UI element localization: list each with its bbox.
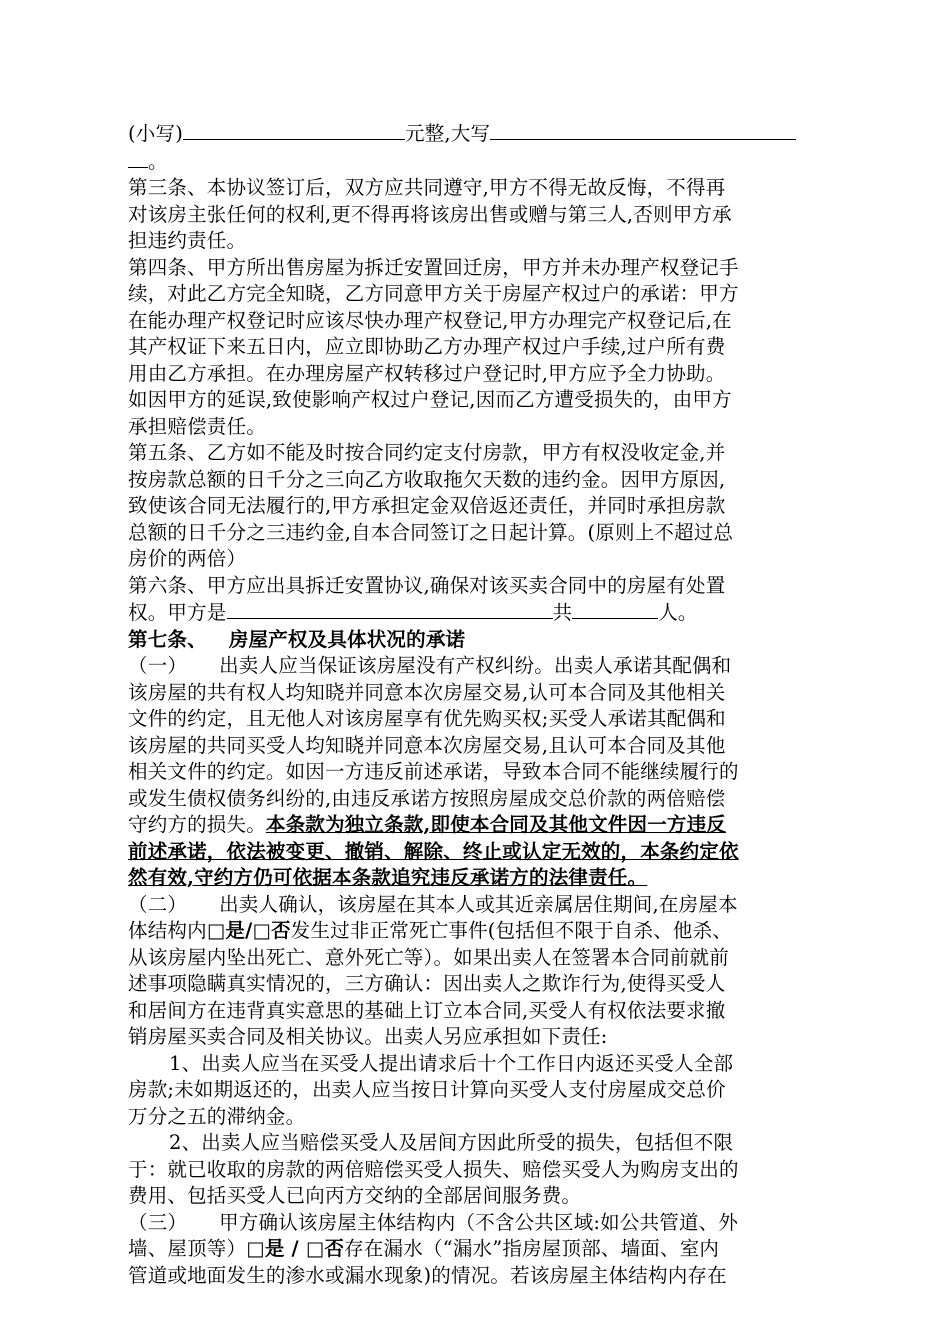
total-label: 共 <box>552 601 573 624</box>
price-line <box>128 120 828 148</box>
clause-1-line: 守约方的损失。本条款为独立条款,即使本合同及其他文件因一方违反 <box>128 813 726 836</box>
clause-3-line: 管道或地面发生的渗水或漏水现象)的情况。若该房屋主体结构内存在 <box>128 1263 727 1287</box>
article-5-line: 房价的两倍） <box>128 547 247 570</box>
article-3-line: 担违约责任。 <box>128 229 247 252</box>
clause-3-number: （三） <box>128 1210 188 1234</box>
article-5-line: 按房款总额的日千分之三向乙方收取拖欠天数的违约金。因甲方原因, <box>128 467 726 491</box>
yes-no-checkbox[interactable]: □是/□否 <box>206 919 291 942</box>
uppercase-amount-blank-cont[interactable] <box>128 148 148 168</box>
article-6-line <box>128 599 828 627</box>
small-amount-blank[interactable] <box>183 120 405 140</box>
clause-1-line: 该房屋的共同买受人均知晓并同意本次房屋交易,且认可本合同及其他 <box>128 733 726 757</box>
article-7-number: 第七条、 <box>128 627 207 651</box>
independent-clause-text: 本条款为独立条款,即使本合同及其他文件因一方违反 <box>265 813 726 836</box>
price-line-end <box>128 148 828 176</box>
clause-1-number: （一） <box>128 654 188 677</box>
article-4-line: 续，对此乙方完全知晓，乙方同意甲方关于房屋产权过户的承诺：甲方 <box>128 282 739 305</box>
clause-2-line: 述事项隐瞒真实情况的，三方确认：因出卖人之欺诈行为,使得买受人 <box>128 972 726 995</box>
article-4-line: 第四条、甲方所出售房屋为拆迁安置回迁房，甲方并未办理产权登记手 <box>128 255 739 279</box>
yes-no-checkbox[interactable]: □是 / □否 <box>246 1237 345 1260</box>
liability-item-1: 万分之五的滞纳金。 <box>128 1104 306 1128</box>
independent-clause-text: 然有效,守约方仍可依据本条款追究违反承诺方的法律责任。 <box>128 866 648 889</box>
clause-3-line: （三） 甲方确认该房屋主体结构内（不含公共区域:如公共管道、外 <box>128 1210 739 1234</box>
document-page <box>128 120 828 1289</box>
party-a-label: 权。甲方是 <box>128 601 227 624</box>
article-5-line: 第五条、乙方如不能及时按合同约定支付房款，甲方有权没收定金,并 <box>128 441 726 464</box>
clause-2-line: 和居间方在违背真实意思的基础上订立本合同,买受人有权依法要求撤 <box>128 998 726 1022</box>
article-4-line: 如因甲方的延误,致使影响产权过户登记,因而乙方遭受损失的，由甲方 <box>128 388 732 411</box>
article-7-heading <box>128 627 828 654</box>
independent-clause-text: 前述承诺，依法被变更、撤销、解除、终止或认定无效的，本条约定依 <box>128 839 739 863</box>
clause-1-line: 或发生债权债务纠纷的,由违反承诺方按照房屋成交总价款的两倍赔偿 <box>128 786 726 810</box>
article-4-line: 用由乙方承担。在办理房屋产权转移过户登记时,甲方应予全力协助。 <box>128 361 726 385</box>
clause-1-line: 文件的约定，且无他人对该房屋享有优先购买权;买受人承诺其配偶和 <box>128 707 726 730</box>
liability-item-1: 房款;未如期返还的，出卖人应当按日计算向买受人支付房屋成交总价 <box>128 1078 726 1101</box>
article-3-line: 对该房主张任何的权利,更不得再将该房出售或赠与第三人,否则甲方承 <box>128 202 732 226</box>
clause-1-line: 该房屋的共有权人均知晓并同意本次房屋交易,认可本合同及其他相关 <box>128 680 726 704</box>
uppercase-amount-label: 元整,大写 <box>405 122 491 145</box>
article-4-line: 承担赔偿责任。 <box>128 414 266 438</box>
period-mark: 。 <box>148 149 168 173</box>
clause-2-number: （二） <box>128 892 188 916</box>
liability-item-2: 于：就已收取的房款的两倍赔偿买受人损失、赔偿买受人为购房支出的 <box>128 1157 739 1181</box>
party-a-names-blank[interactable] <box>227 599 553 619</box>
persons-label: 人。 <box>658 601 698 624</box>
article-5-line: 总额的日千分之三违约金,自本合同签订之日起计算。(原则上不超过总 <box>128 520 734 544</box>
clause-3-line: 墙、屋顶等）□是 / □否存在漏水（“漏水”指房屋顶部、墙面、室内 <box>128 1237 720 1260</box>
article-5-line: 致使该合同无法履行的,甲方承担定金双倍返还责任，并同时承担房款 <box>128 494 726 517</box>
person-count-blank[interactable] <box>572 599 658 619</box>
clause-2-line: （二） 出卖人确认，该房屋在其本人或其近亲属居住期间,在房屋本 <box>128 892 738 916</box>
article-6-line: 第六条、甲方应出具拆迁安置协议,确保对该买卖合同中的房屋有处置 <box>128 573 726 597</box>
article-7-title: 房屋产权及具体状况的承诺 <box>228 627 466 651</box>
small-amount-label: (小写) <box>128 122 184 145</box>
clause-1-line: 相关文件的约定。如因一方违反前述承诺，导致本合同不能继续履行的 <box>128 760 739 783</box>
liability-item-1: 1、出卖人应当在买受人提出请求后十个工作日内返还买受人全部 <box>169 1051 734 1075</box>
clause-2-line: 销房屋买卖合同及相关协议。出卖人另应承担如下责任: <box>128 1025 608 1048</box>
article-4-line: 其产权证下来五日内，应立即协助乙方办理产权过户手续,过户所有费 <box>128 335 726 358</box>
article-3-line: 第三条、本协议签订后，双方应共同遵守,甲方不得无故反悔，不得再 <box>128 176 726 199</box>
clause-1-line: （一） 出卖人应当保证该房屋没有产权纠纷。出卖人承诺其配偶和 <box>128 654 732 677</box>
clause-2-line: 体结构内□是/□否发生过非正常死亡事件(包括但不限于自杀、他杀、 <box>128 919 733 942</box>
liability-item-2: 费用、包括买受人已向丙方交纳的全部居间服务费。 <box>128 1184 582 1207</box>
article-4-line: 在能办理产权登记时应该尽快办理产权登记,甲方办理完产权登记后,在 <box>128 308 732 332</box>
liability-item-2: 2、出卖人应当赔偿买受人及居间方因此所受的损失，包括但不限 <box>169 1131 734 1154</box>
uppercase-amount-blank[interactable] <box>490 120 796 140</box>
clause-2-line: 从该房屋内坠出死亡、意外死亡等）。如果出卖人在签署本合同前就前 <box>128 945 729 969</box>
